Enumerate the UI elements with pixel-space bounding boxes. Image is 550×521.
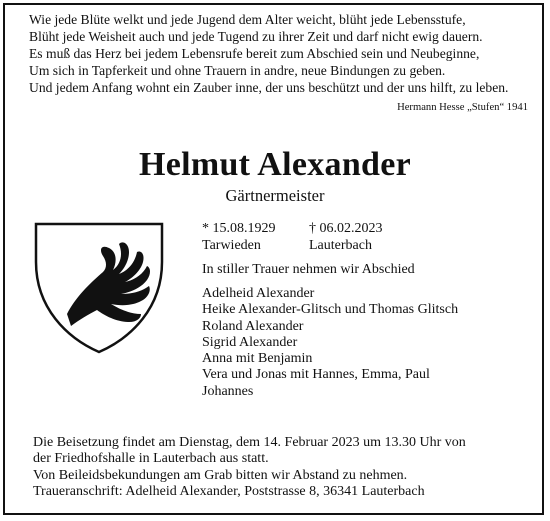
mourner-name: Johannes — [202, 383, 254, 399]
mourner-name: Vera und Jonas mit Hannes, Emma, Paul — [202, 367, 430, 383]
antler-shield-icon — [33, 222, 165, 354]
mourner-name: Roland Alexander — [202, 318, 304, 334]
funeral-details — [33, 435, 528, 501]
mourner-name: Adelheid Alexander — [202, 286, 315, 301]
death-place: Lauterbach — [309, 238, 372, 253]
condolence-note: Von Beileidsbekundungen am Grab bitten wir Abstand zu nehmen. — [33, 467, 408, 483]
mourning-intro: In stiller Trauer nehmen wir Abschied — [202, 262, 415, 277]
mourner-name: Heike Alexander-Glitsch und Thomas Glitsch — [202, 302, 459, 318]
poem — [29, 11, 529, 96]
poem-line-1: Wie jede Blüte welkt und jede Jugend dem Alter weicht, blüht jede Lebensstufe, — [29, 12, 466, 27]
deceased-profession: Gärtnermeister — [225, 186, 325, 205]
mourner-name: Sigrid Alexander — [202, 334, 298, 350]
mourner-name: Anna mit Benjamin — [202, 351, 313, 367]
birth-date: * 15.08.1929 — [202, 221, 276, 236]
poem-line-2: Blüht jede Weisheit auch und jede Tugend zu ihrer Zeit und darf nicht ewig dauern. — [29, 29, 483, 44]
funeral-info-line-1: Die Beisetzung findet am Dienstag, dem 14. Februar 2023 um 13.30 Uhr von — [33, 435, 466, 450]
poem-line-4: Um sich in Tapferkeit und ohne Trauern in andre, neue Bindungen zu geben. — [29, 63, 446, 78]
mourner-list — [202, 286, 458, 400]
poem-line-5: Und jedem Anfang wohnt ein Zauber inne, der uns beschützt und der uns hilft, zu leben. — [29, 80, 509, 95]
deceased-name: Helmut Alexander — [138, 146, 412, 183]
mourning-address: Traueranschrift: Adelheid Alexander, Poststrasse 8, 36341 Lauterbach — [33, 484, 425, 500]
death-date: † 06.02.2023 — [309, 221, 383, 236]
birth-place: Tarwieden — [202, 238, 261, 253]
poem-line-3: Es muß das Herz bei jedem Lebensrufe bereit zum Abschied sein und Neubeginne, — [29, 46, 480, 61]
poem-citation: Hermann Hesse „Stufen“ 1941 — [397, 102, 528, 113]
funeral-info-line-2: der Friedhofshalle in Lauterbach aus statt. — [33, 451, 269, 467]
